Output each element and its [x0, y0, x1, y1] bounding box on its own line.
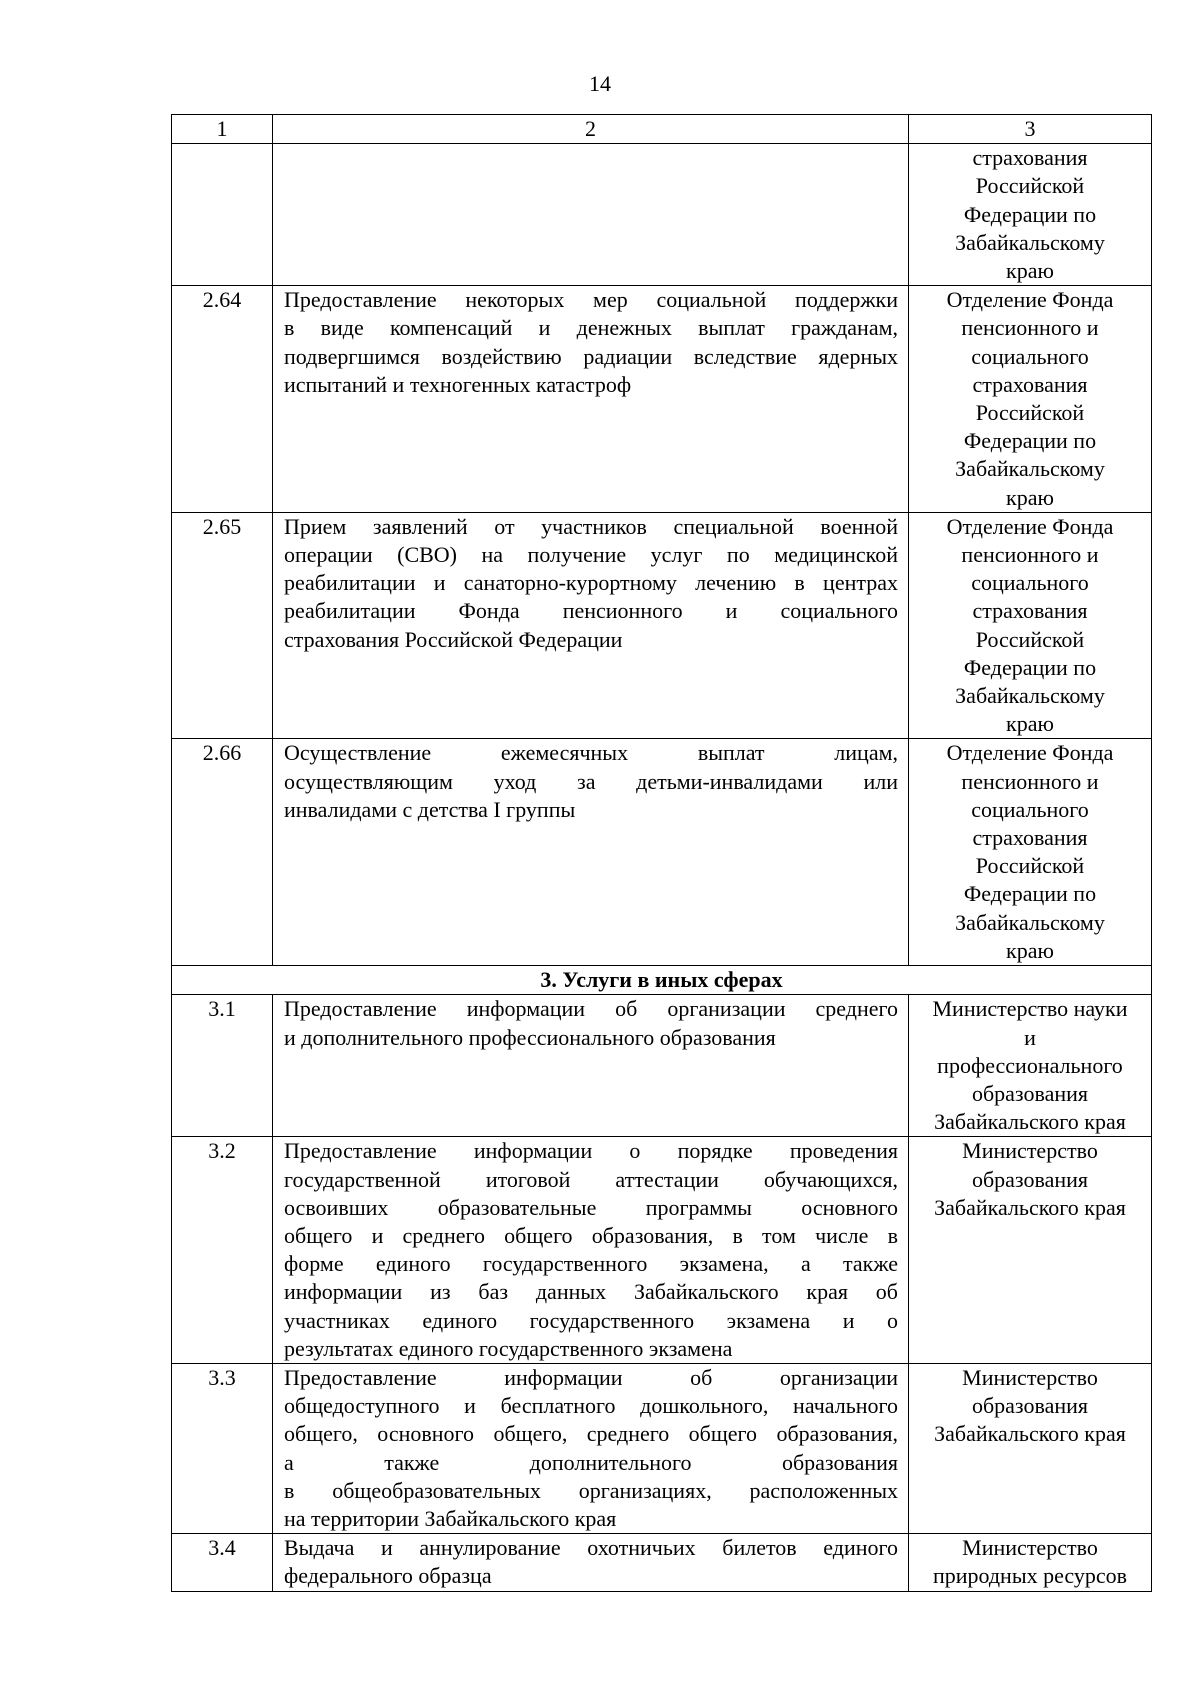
responsible-agency	[909, 1137, 1152, 1364]
services-table	[171, 114, 1152, 1592]
service-description-line: государственной итоговой аттестации обучающихся,	[284, 1166, 898, 1192]
responsible-agency-line: социального	[971, 343, 1089, 369]
responsible-agency-line: социального	[971, 796, 1089, 822]
service-description	[273, 739, 909, 966]
responsible-agency-line: Отделение Фонда	[946, 287, 1114, 313]
row-number: 3.2	[172, 1137, 273, 1364]
responsible-agency-line: Забайкальскому	[955, 229, 1105, 255]
responsible-agency-line: краю	[1006, 937, 1054, 963]
service-description	[273, 512, 909, 739]
responsible-agency-line: образования	[971, 1393, 1089, 1419]
row-number: 3.1	[172, 995, 273, 1137]
responsible-agency-line: Министерство	[962, 1138, 1098, 1164]
service-description-line: подвергшимся воздействию радиации вследствие ядерных	[284, 343, 898, 369]
responsible-agency-line: Федерации по	[963, 428, 1097, 454]
service-description-line: а также дополнительного образования	[284, 1449, 898, 1475]
service-description-line: Выдача и аннулирование охотничьих билетов единого	[284, 1535, 898, 1561]
service-description-line: форме единого государственного экзамена, а также	[284, 1251, 898, 1277]
responsible-agency-line: Забайкальскому	[955, 909, 1105, 935]
responsible-agency-line: страхования	[972, 825, 1088, 851]
service-description-line: Предоставление информации о порядке проведения	[284, 1138, 898, 1164]
service-description-line: участниках единого государственного экзамена и о	[284, 1307, 898, 1333]
service-description-line: Предоставление информации об организации	[284, 1364, 898, 1390]
service-description-line: Предоставление информации об организации среднего	[284, 996, 898, 1022]
responsible-agency-line: Отделение Фонда	[946, 740, 1114, 766]
service-description-line: освоивших образовательные программы основного	[284, 1194, 898, 1220]
service-description-line: реабилитации и санаторно-курортному лечению в центрах	[284, 570, 898, 596]
service-description-line: общедоступного и бесплатного дошкольного, начального	[284, 1393, 898, 1419]
responsible-agency-line: страхования	[972, 598, 1088, 624]
row-number	[172, 144, 273, 286]
table-row	[172, 512, 1152, 739]
service-description-line: страхования Российской Федерации	[284, 626, 623, 652]
responsible-agency-line: Российской	[975, 173, 1085, 199]
responsible-agency	[909, 1534, 1152, 1591]
row-number: 2.66	[172, 739, 273, 966]
service-description-line: в виде компенсаций и денежных выплат гражданам,	[284, 315, 898, 341]
service-description-line: и дополнительного профессионального образования	[284, 1024, 776, 1050]
header-row	[172, 115, 1152, 144]
responsible-agency-line: образования	[971, 1080, 1089, 1106]
service-description-line: результатах единого государственного экзамена	[284, 1335, 733, 1361]
row-number: 3.4	[172, 1534, 273, 1591]
service-description-line: на территории Забайкальского края	[284, 1505, 617, 1531]
responsible-agency-line: страхования	[972, 145, 1088, 171]
responsible-agency-line: пенсионного и	[961, 768, 1099, 794]
table-row	[172, 739, 1152, 966]
responsible-agency-line: краю	[1006, 258, 1054, 284]
row-number: 2.65	[172, 512, 273, 739]
service-description-line: Предоставление некоторых мер социальной поддержки	[284, 287, 898, 313]
responsible-agency	[909, 1363, 1152, 1533]
table-row	[172, 1363, 1152, 1533]
responsible-agency-line: Министерство	[962, 1364, 1098, 1390]
service-description	[273, 1137, 909, 1364]
service-description-line: осуществляющим уход за детьми-инвалидами или	[284, 768, 898, 794]
responsible-agency-line: пенсионного и	[961, 542, 1099, 568]
row-number: 3.3	[172, 1363, 273, 1533]
row-number: 2.64	[172, 286, 273, 513]
responsible-agency-line: Министерство	[962, 1535, 1098, 1561]
service-description	[273, 1534, 909, 1591]
service-description-line: инвалидами с детства I группы	[284, 796, 576, 822]
responsible-agency-line: страхования	[972, 371, 1088, 397]
responsible-agency-line: Забайкальскому	[955, 456, 1105, 482]
section-title: 3. Услуги в иных сферах	[172, 966, 1152, 995]
responsible-agency-line: Российской	[975, 626, 1085, 652]
responsible-agency-line: Министерство науки	[932, 996, 1128, 1022]
table-row	[172, 1137, 1152, 1364]
responsible-agency-line: краю	[1006, 484, 1054, 510]
responsible-agency-line: краю	[1006, 711, 1054, 737]
service-description-line: федерального образца	[284, 1563, 492, 1589]
responsible-agency-line: Забайкальского края	[934, 1109, 1126, 1135]
responsible-agency-line: образования	[971, 1166, 1089, 1192]
responsible-agency-line: и	[1024, 1024, 1036, 1050]
service-description-line: операции (СВО) на получение услуг по медицинской	[284, 542, 898, 568]
responsible-agency-line: Забайкальскому	[955, 683, 1105, 709]
table-row	[172, 1534, 1152, 1591]
service-description-line: Осуществление ежемесячных выплат лицам,	[284, 740, 898, 766]
responsible-agency-line: Российской	[975, 853, 1085, 879]
responsible-agency	[909, 739, 1152, 966]
responsible-agency-line: природных ресурсов	[932, 1563, 1128, 1589]
responsible-agency-line: пенсионного и	[961, 315, 1099, 341]
responsible-agency-line: Федерации по	[963, 654, 1097, 680]
responsible-agency-line: Забайкальского края	[934, 1421, 1126, 1447]
table-row	[172, 995, 1152, 1137]
service-description-line: в общеобразовательных организациях, расположенных	[284, 1477, 898, 1503]
table-row	[172, 144, 1152, 286]
column-header-3: 3	[909, 115, 1152, 144]
service-description-line: испытаний и техногенных катастроф	[284, 371, 632, 397]
responsible-agency-line: Федерации по	[963, 881, 1097, 907]
responsible-agency-line: Федерации по	[963, 201, 1097, 227]
service-description-line: общего, основного общего, среднего общего образования,	[284, 1421, 898, 1447]
service-description	[273, 995, 909, 1137]
responsible-agency	[909, 144, 1152, 286]
section-row	[172, 966, 1152, 995]
responsible-agency-line: профессионального	[937, 1052, 1123, 1078]
service-description	[273, 144, 909, 286]
service-description	[273, 1363, 909, 1533]
service-description-line: общего и среднего общего образования, в том числе в	[284, 1222, 898, 1248]
column-header-2: 2	[273, 115, 909, 144]
table-row	[172, 286, 1152, 513]
responsible-agency-line: Отделение Фонда	[946, 513, 1114, 539]
responsible-agency	[909, 512, 1152, 739]
responsible-agency	[909, 995, 1152, 1137]
column-header-1: 1	[172, 115, 273, 144]
responsible-agency-line: Забайкальского края	[934, 1194, 1126, 1220]
responsible-agency-line: Российской	[975, 400, 1085, 426]
responsible-agency-line: социального	[971, 570, 1089, 596]
responsible-agency	[909, 286, 1152, 513]
service-description	[273, 286, 909, 513]
service-description-line: Прием заявлений от участников специальной военной	[284, 513, 898, 539]
page-number: 14	[589, 71, 611, 96]
service-description-line: информации из баз данных Забайкальского края об	[284, 1279, 898, 1305]
service-description-line: реабилитации Фонда пенсионного и социального	[284, 598, 898, 624]
